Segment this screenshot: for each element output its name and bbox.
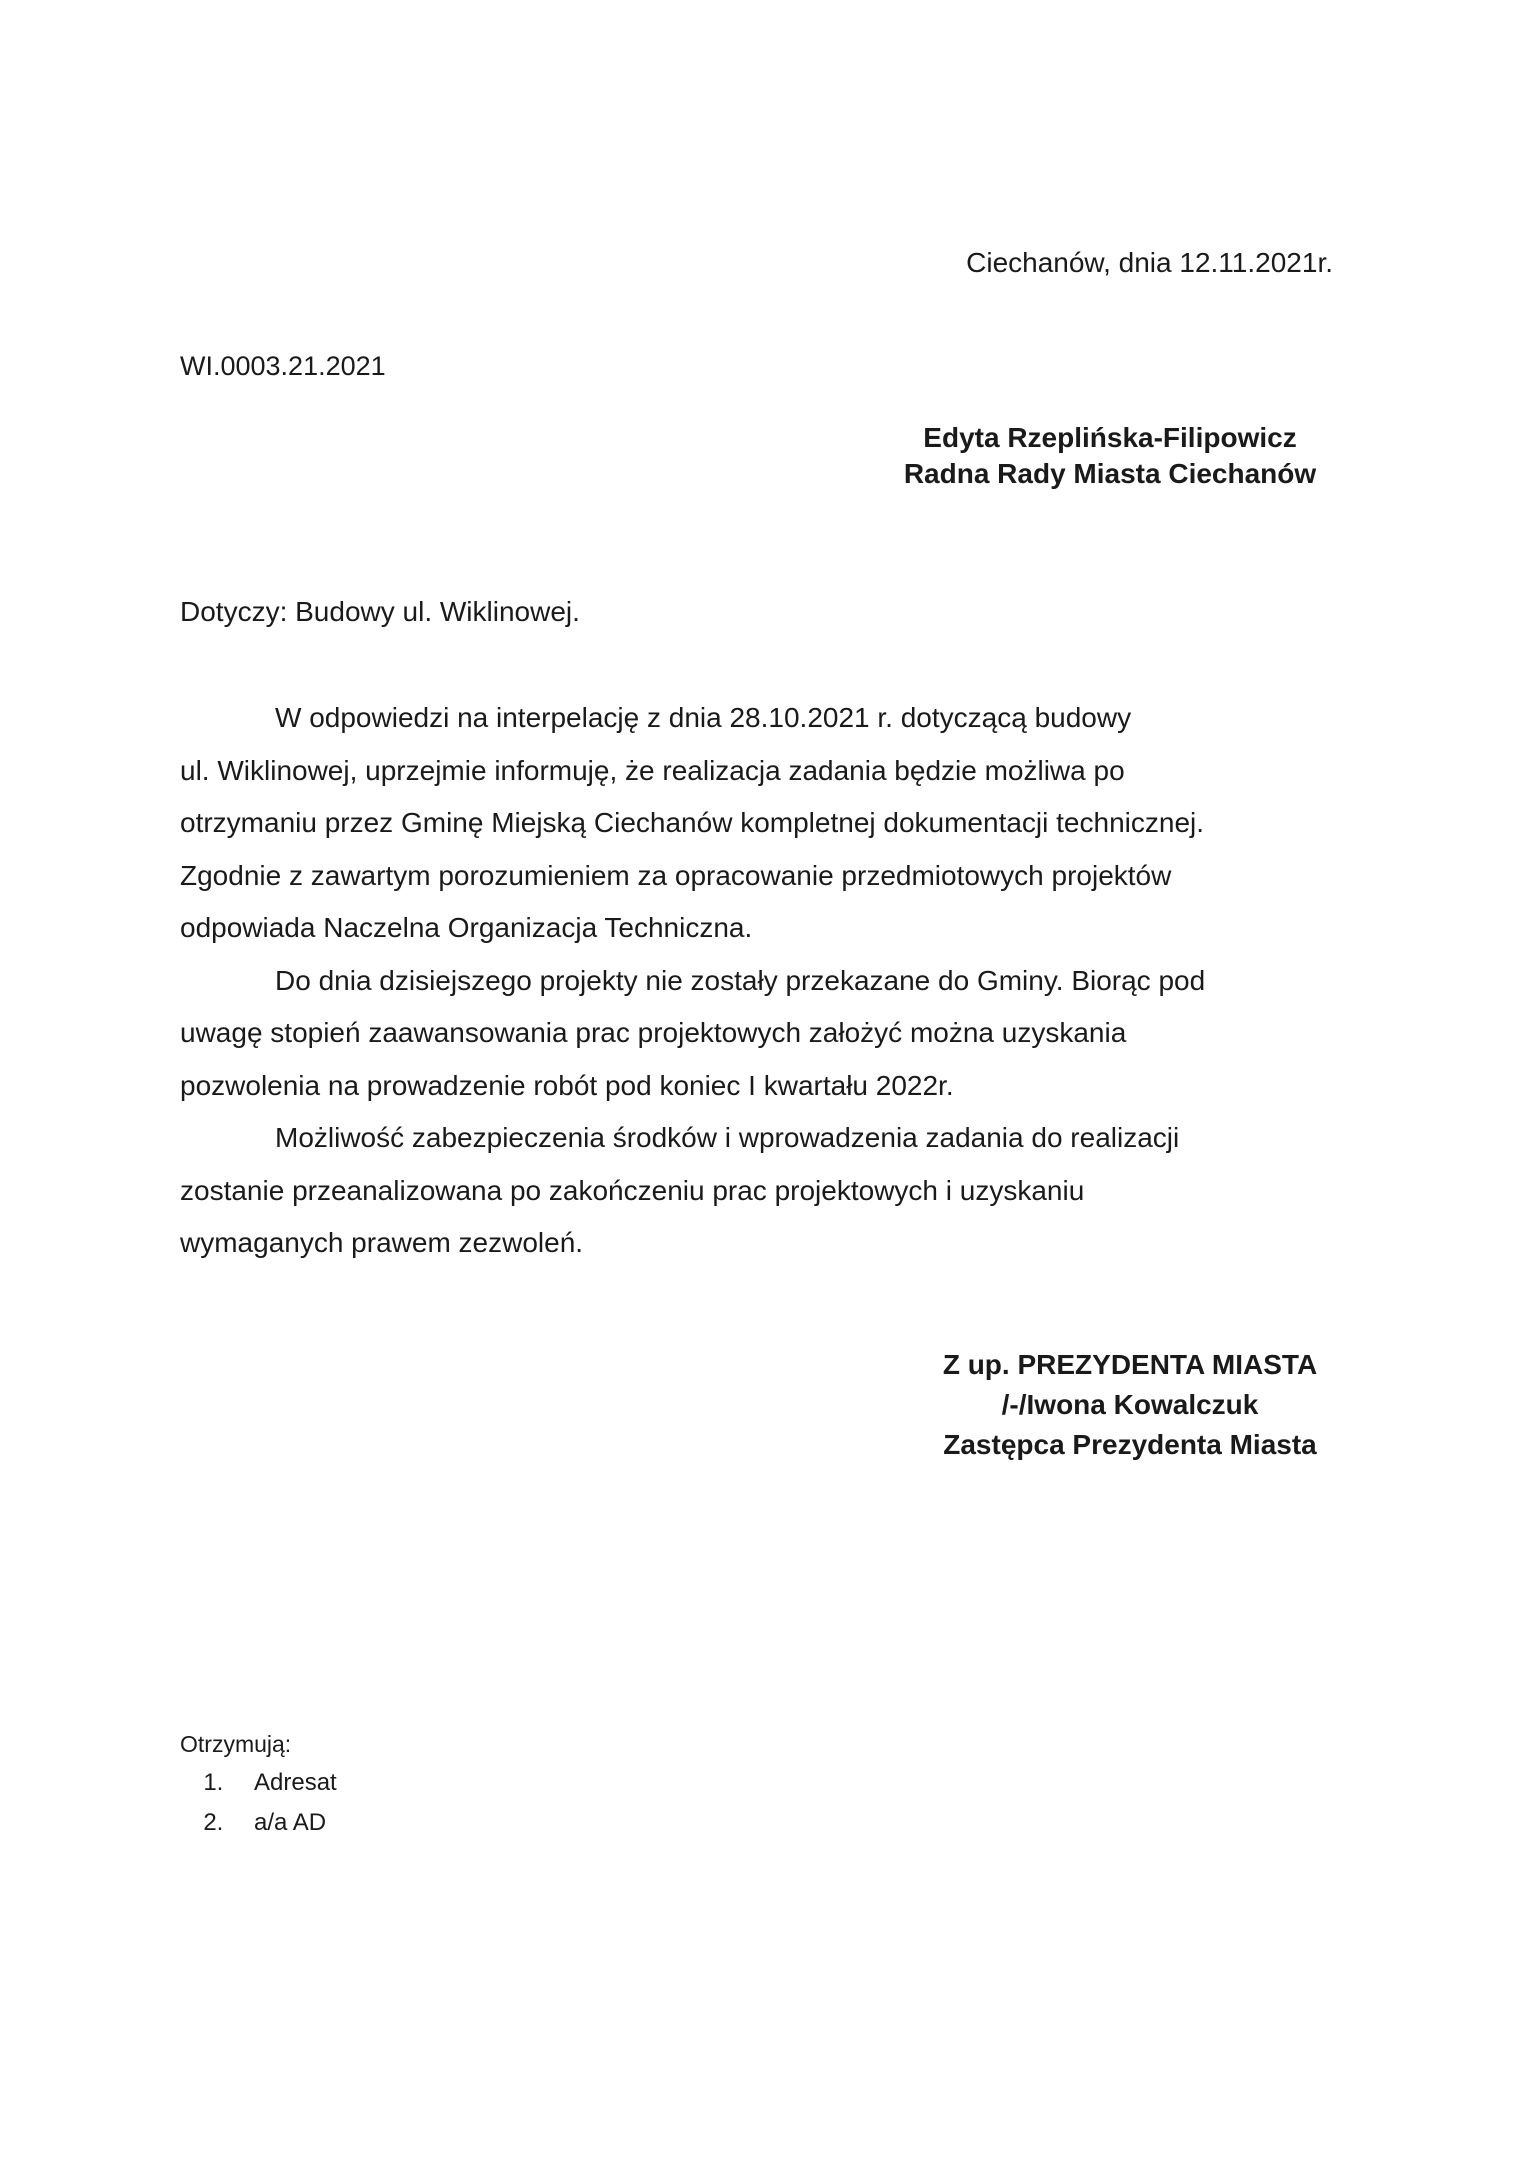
paragraph-line: pozwolenia na prowadzenie robót pod koniec I kwartału 2022r. — [180, 1069, 954, 1101]
letter-body — [180, 692, 1290, 1270]
paragraph-line: otrzymaniu przez Gminę Miejską Ciechanów kompletnej dokumentacji technicznej. — [180, 807, 1205, 838]
paragraph-line: Możliwość zabezpieczenia środków i wprowadzenia zadania do realizacji — [275, 1122, 1180, 1153]
signature-name: /-/Iwona Kowalczuk — [1001, 1389, 1259, 1420]
signature-authority: Z up. PREZYDENTA MIASTA — [942, 1349, 1318, 1380]
recipients-list — [180, 1763, 337, 1843]
paragraph-3 — [180, 1112, 1290, 1270]
paragraph-line: wymaganych prawem zezwoleń. — [180, 1227, 584, 1258]
paragraph-line: uwagę stopień zaawansowania prac projektowych założyć można uzyskania — [180, 1017, 1127, 1048]
recipients-block — [180, 1730, 337, 1843]
paragraph-1 — [180, 692, 1290, 955]
reference-number: WI.0003.21.2021 — [180, 351, 386, 381]
place-date: Ciechanów, dnia 12.11.2021r. — [966, 247, 1333, 278]
signature-position: Zastępca Prezydenta Miasta — [943, 1429, 1317, 1460]
paragraph-line: ul. Wiklinowej, uprzejmie informuję, że realizacja zadania będzie możliwa po — [180, 754, 1125, 786]
paragraph-2 — [180, 955, 1290, 1113]
paragraph-line: Do dnia dzisiejszego projekty nie zostały przekazane do Gminy. Biorąc pod — [275, 964, 1206, 996]
recipient-item: 1. Adresat — [230, 1763, 337, 1803]
recipients-label: Otrzymują: — [180, 1731, 292, 1757]
addressee-title: Radna Rady Miasta Ciechanów — [903, 458, 1317, 489]
addressee-block — [840, 420, 1380, 492]
addressee-name: Edyta Rzeplińska-Filipowicz — [923, 422, 1297, 453]
recipient-item: 2. a/a AD — [230, 1803, 337, 1843]
signature-block — [880, 1345, 1380, 1465]
paragraph-line: W odpowiedzi na interpelację z dnia 28.10.2021 r. dotyczącą budowy — [275, 702, 1132, 733]
subject-line: Dotyczy: Budowy ul. Wiklinowej. — [180, 596, 580, 627]
paragraph-line: zostanie przeanalizowana po zakończeniu prac projektowych i uzyskaniu — [180, 1174, 1085, 1206]
paragraph-line: Zgodnie z zawartym porozumieniem za opracowanie przedmiotowych projektów — [180, 859, 1172, 891]
paragraph-line: odpowiada Naczelna Organizacja Techniczna. — [180, 912, 753, 943]
